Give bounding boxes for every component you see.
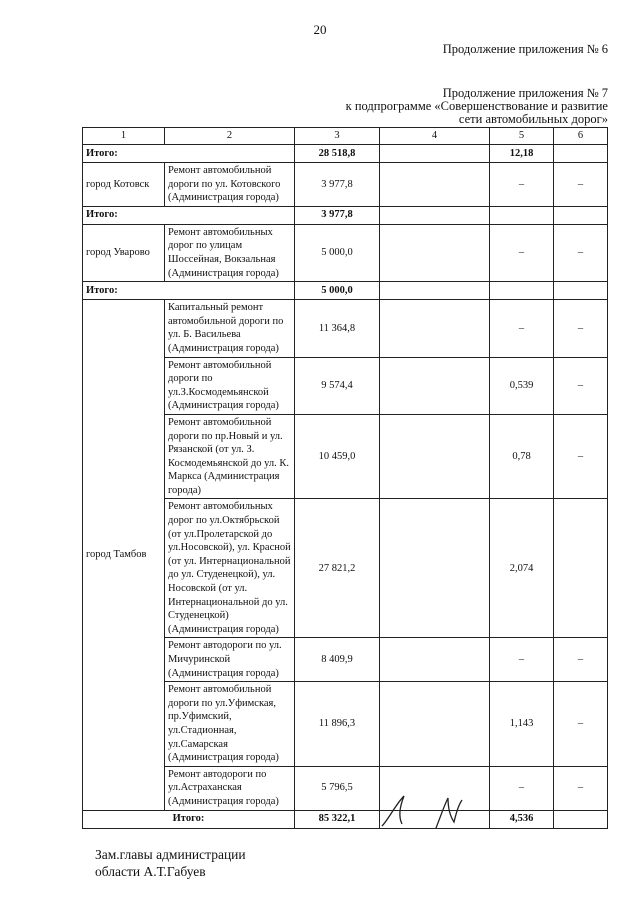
total-row <box>83 145 608 163</box>
length-cell: 1,143 <box>490 682 554 767</box>
roads-table <box>82 127 608 829</box>
col6-cell: – <box>554 224 608 281</box>
length-cell: – <box>490 766 554 810</box>
total-length: 4,536 <box>490 810 554 828</box>
total-length: 12,18 <box>490 145 554 163</box>
subprogram-title-line1: к подпрограмме «Совершенствование и развитие <box>345 99 608 113</box>
cost-cell: 11 896,3 <box>295 682 380 767</box>
work-description: Ремонт автомобильной дороги по ул.З.Космодемьянской (Администрация города) <box>165 357 295 414</box>
length-cell: – <box>490 300 554 357</box>
col6-cell: – <box>554 766 608 810</box>
col6-cell: – <box>554 163 608 207</box>
cost-cell: 10 459,0 <box>295 414 380 499</box>
city-cell: город Котовск <box>83 163 165 207</box>
work-description: Ремонт автомобильной дороги по ул.Уфимская, пр.Уфимский, ул.Стадионная, ул.Самарская (Администрация города) <box>165 682 295 767</box>
signature-name: области А.Т.Габуев <box>95 864 206 879</box>
column-number: 3 <box>295 128 380 145</box>
total-cost: 3 977,8 <box>295 206 380 224</box>
appendix-7-continuation: Продолжение приложения № 7 <box>442 86 608 100</box>
length-cell: 0,78 <box>490 414 554 499</box>
column-number: 6 <box>554 128 608 145</box>
subprogram-title-line2: сети автомобильных дорог» <box>458 112 608 126</box>
cost-cell: 5 796,5 <box>295 766 380 810</box>
col6-cell: – <box>554 682 608 767</box>
cost-cell: 8 409,9 <box>295 638 380 682</box>
work-description: Ремонт автомобильных дорог по улицам Шоссейная, Вокзальная (Администрация города) <box>165 224 295 281</box>
length-cell: – <box>490 638 554 682</box>
table-row <box>83 163 608 207</box>
total-row <box>83 282 608 300</box>
col6-cell: – <box>554 357 608 414</box>
col6-cell: – <box>554 300 608 357</box>
total-label: Итого: <box>83 282 295 300</box>
length-cell: – <box>490 224 554 281</box>
column-number: 5 <box>490 128 554 145</box>
city-cell: город Тамбов <box>83 300 165 810</box>
total-label: Итого: <box>83 145 295 163</box>
cost-cell: 5 000,0 <box>295 224 380 281</box>
length-cell: 2,074 <box>490 499 554 638</box>
signature-title: Зам.главы администрации <box>95 847 246 862</box>
work-description: Ремонт автодороги по ул. Мичуринской (Администрация города) <box>165 638 295 682</box>
column-number-row <box>83 128 608 145</box>
table-row <box>83 224 608 281</box>
column-number: 4 <box>380 128 490 145</box>
col6-cell <box>554 499 608 638</box>
total-row <box>83 206 608 224</box>
length-cell: – <box>490 163 554 207</box>
cost-cell: 27 821,2 <box>295 499 380 638</box>
total-label: Итого: <box>83 810 295 828</box>
city-cell: город Уварово <box>83 224 165 281</box>
appendix-6-continuation: Продолжение приложения № 6 <box>442 42 608 56</box>
work-description: Ремонт автомобильных дорог по ул.Октябрьской (от ул.Пролетарской до ул.Носовской), ул. Красной (от ул. Интернациональной до ул. Студенецкой), ул. Носовской (от ул. Интернациональной до ул. Студенецкой) (Администрация города) <box>165 499 295 638</box>
total-cost: 28 518,8 <box>295 145 380 163</box>
cost-cell: 11 364,8 <box>295 300 380 357</box>
table-row <box>83 300 608 357</box>
page-number: 20 <box>313 22 327 37</box>
total-row <box>83 810 608 828</box>
total-cost: 5 000,0 <box>295 282 380 300</box>
length-cell: 0,539 <box>490 357 554 414</box>
column-number: 1 <box>83 128 165 145</box>
work-description: Ремонт автомобильной дороги по ул. Котовского (Администрация города) <box>165 163 295 207</box>
cost-cell: 9 574,4 <box>295 357 380 414</box>
total-label: Итого: <box>83 206 295 224</box>
column-number: 2 <box>165 128 295 145</box>
col6-cell: – <box>554 414 608 499</box>
work-description: Ремонт автодороги по ул.Астраханская (Администрация города) <box>165 766 295 810</box>
col6-cell: – <box>554 638 608 682</box>
total-cost: 85 322,1 <box>295 810 380 828</box>
cost-cell: 3 977,8 <box>295 163 380 207</box>
work-description: Ремонт автомобильной дороги по пр.Новый и ул. Рязанской (от ул. З. Космодемьянской до ул. К. Маркса (Администрация города) <box>165 414 295 499</box>
signature-block <box>95 846 246 880</box>
work-description: Капитальный ремонт автомобильной дороги по ул. Б. Васильева (Администрация города) <box>165 300 295 357</box>
